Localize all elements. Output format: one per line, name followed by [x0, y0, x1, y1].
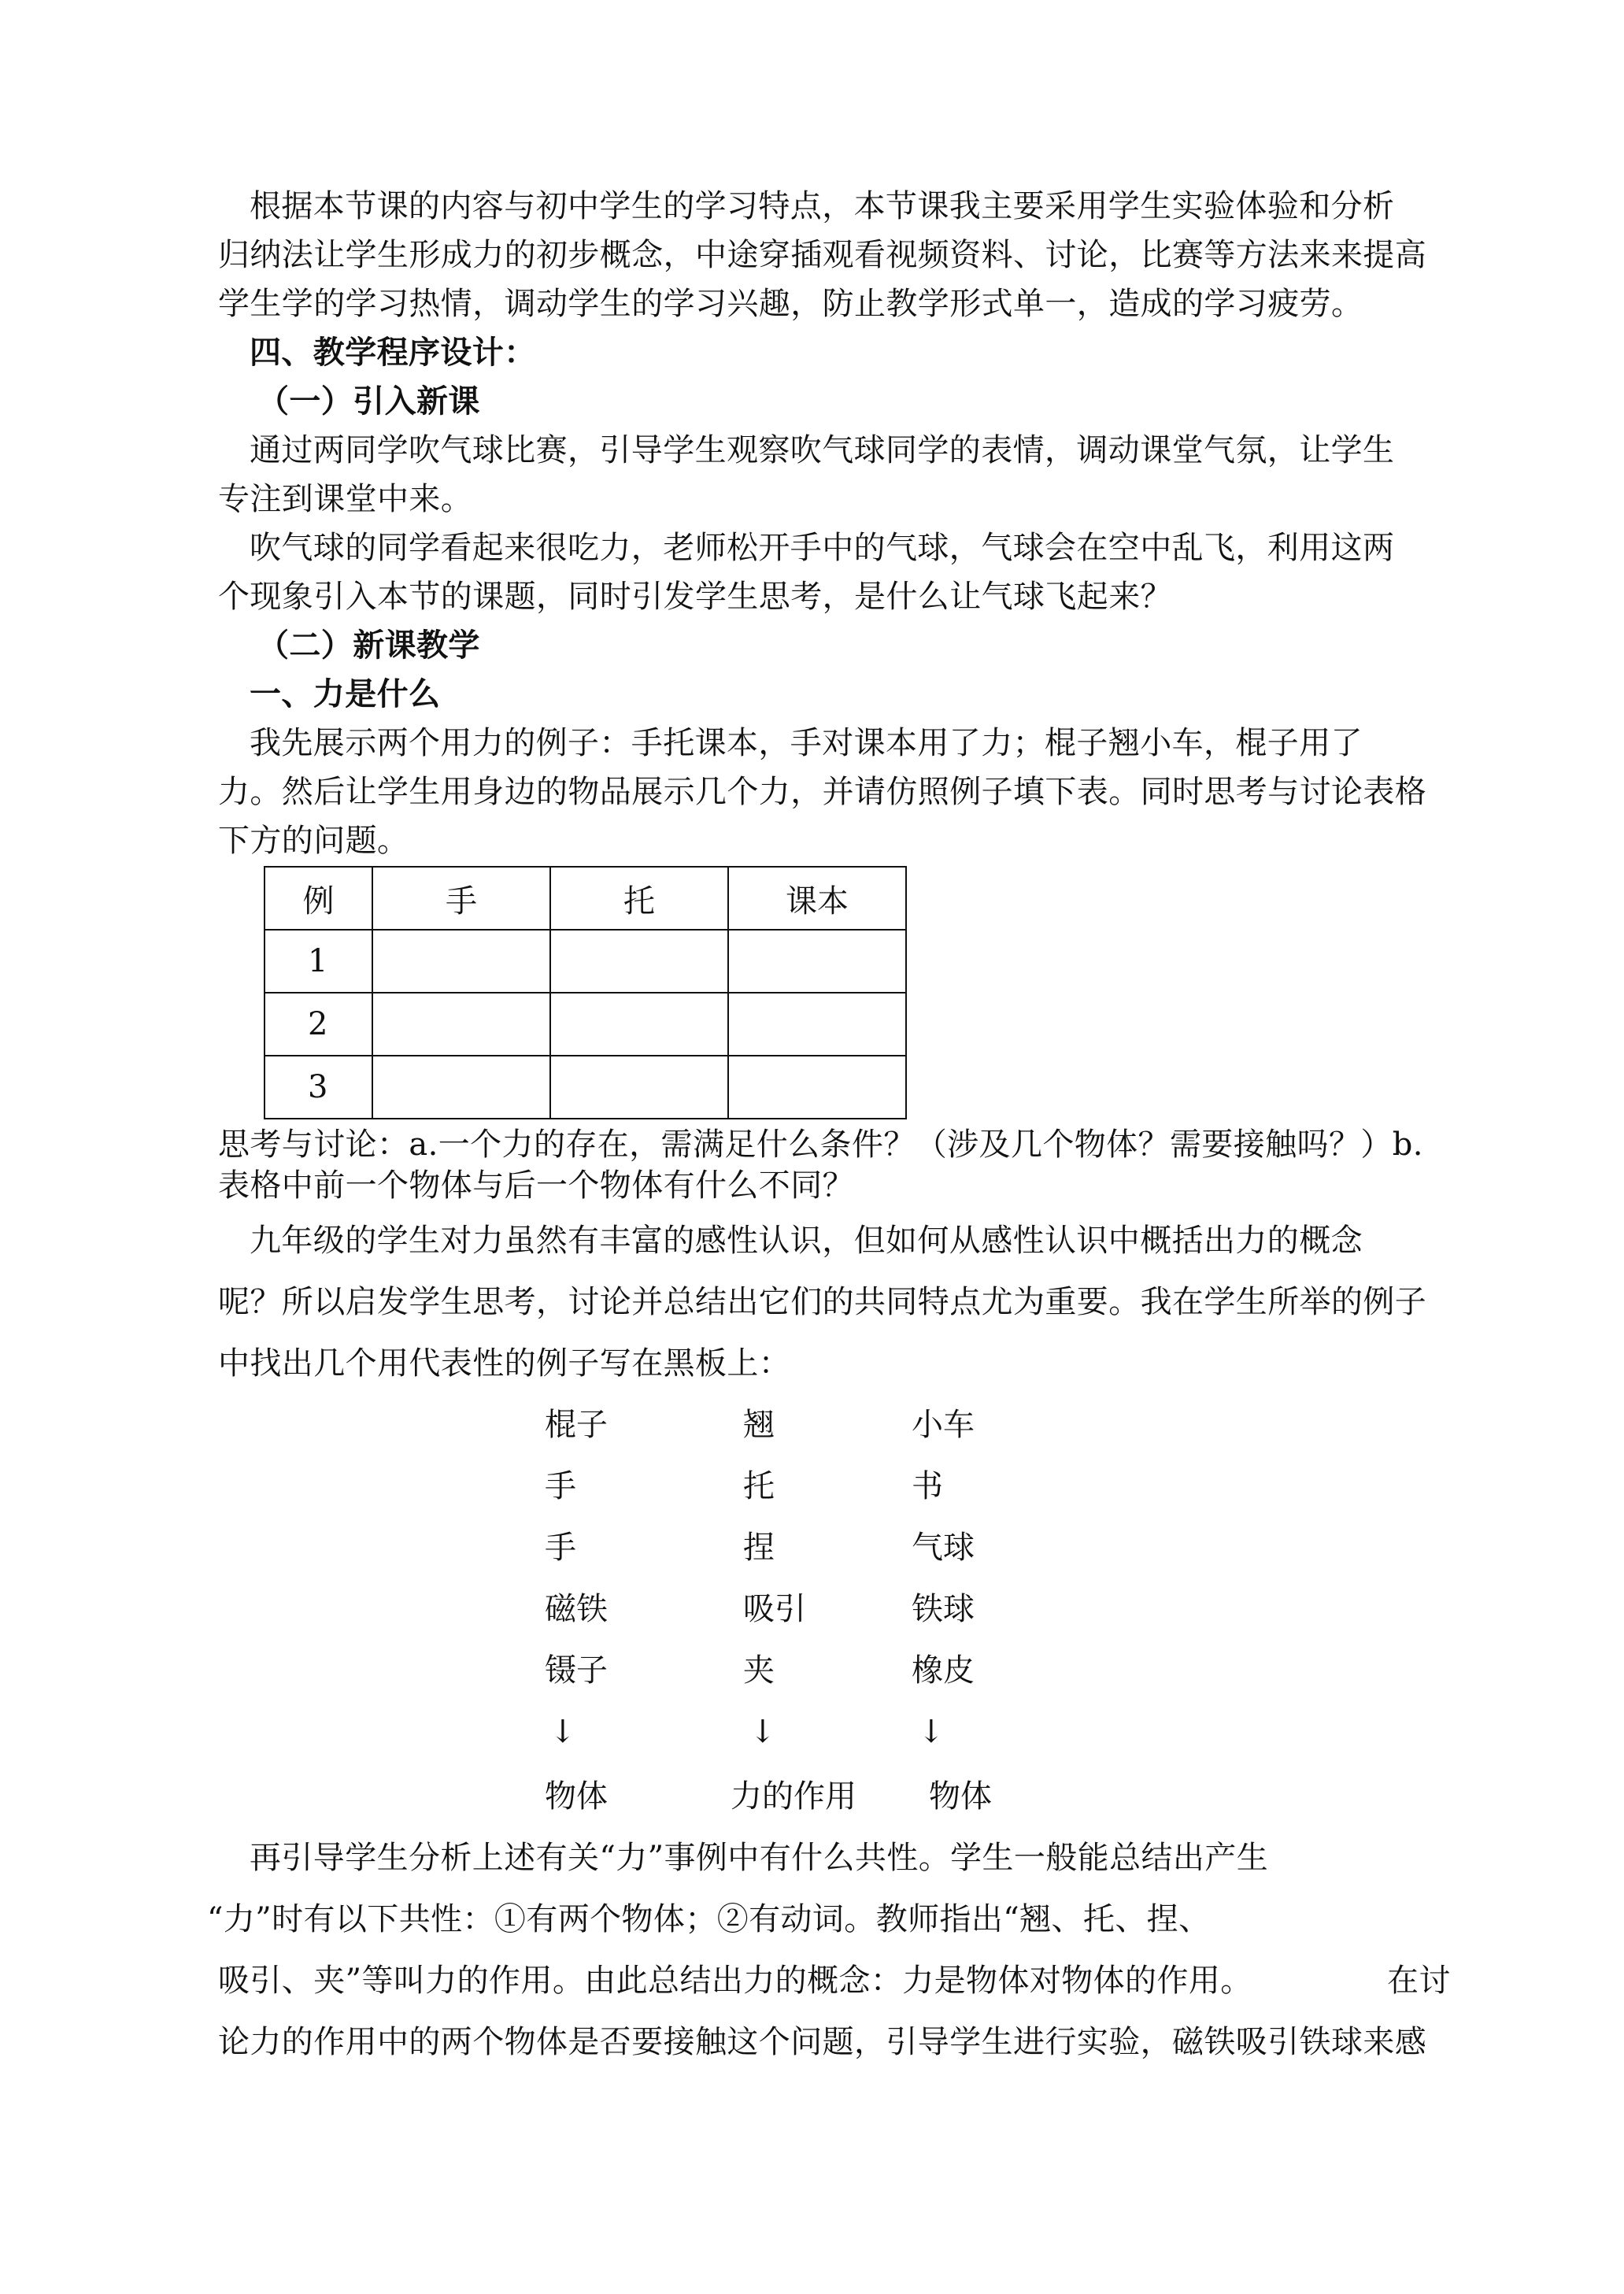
table-cell [728, 993, 906, 1056]
table-cell [728, 930, 906, 993]
blackboard-verb: 捏 [743, 1530, 775, 1566]
blackboard-verb: 托 [743, 1468, 775, 1504]
down-arrow-icon: ↓ [918, 1714, 945, 1750]
blackboard-subject: 镊子 [545, 1652, 608, 1689]
table-cell [550, 930, 728, 993]
blackboard-object: 气球 [912, 1530, 975, 1566]
table-cell: 2 [265, 993, 372, 1056]
blackboard-object: 橡皮 [912, 1652, 975, 1689]
paragraph-line: 根据本节课的内容与初中学生的学习特点，本节课我主要采用学生实验体验和分析 [250, 188, 1395, 224]
paragraph-line: 论力的作用中的两个物体是否要接触这个问题，引导学生进行实验，磁铁吸引铁球来感 [218, 2024, 1427, 2060]
blackboard-summary: 物体 [929, 1778, 992, 1815]
table-row [265, 930, 906, 993]
paragraph-line: 学生学的学习热情，调动学生的学习兴趣，防止教学形式单一，造成的学习疲劳。 [218, 286, 1363, 322]
down-arrow-icon: ↓ [749, 1714, 776, 1750]
table-cell [728, 1056, 906, 1119]
table-row [265, 993, 906, 1056]
table-cell [550, 1056, 728, 1119]
paragraph-line: 在讨 [1387, 1963, 1451, 1999]
paragraph-line: 中找出几个用代表性的例子写在黑板上： [218, 1345, 791, 1382]
table-row [265, 1056, 906, 1119]
paragraph-line: 个现象引入本节的课题，同时引发学生思考，是什么让气球飞起来？ [218, 579, 1172, 615]
table-header-cell: 例 [265, 867, 372, 930]
topic-heading: 一、力是什么 [250, 675, 441, 712]
paragraph-line: 再引导学生分析上述有关“力”事例中有什么共性。学生一般能总结出产生 [250, 1840, 1269, 1876]
paragraph-line: 下方的问题。 [218, 823, 409, 859]
paragraph-line: 表格中前一个物体与后一个物体有什么不同？ [218, 1167, 854, 1204]
subsection-heading: （一）引入新课 [257, 383, 480, 420]
paragraph-line: 力。然后让学生用身边的物品展示几个力，并请仿照例子填下表。同时思考与讨论表格 [218, 774, 1427, 810]
section-heading: 四、教学程序设计： [250, 334, 536, 371]
subsection-heading: （二）新课教学 [257, 627, 480, 664]
paragraph-line: 思考与讨论：a.一个力的存在，需满足什么条件？（涉及几个物体？需要接触吗？）b. [218, 1127, 1423, 1163]
blackboard-verb: 夹 [743, 1652, 775, 1689]
paragraph-line: 九年级的学生对力虽然有丰富的感性认识，但如何从感性认识中概括出力的概念 [250, 1223, 1363, 1259]
blackboard-subject: 棍子 [545, 1407, 608, 1443]
paragraph-line: 吹气球的同学看起来很吃力，老师松开手中的气球，气球会在空中乱飞，利用这两 [250, 530, 1395, 566]
table-cell [372, 993, 550, 1056]
blackboard-summary: 力的作用 [731, 1778, 856, 1815]
blackboard-object: 小车 [912, 1407, 975, 1443]
blackboard-summary: 物体 [545, 1778, 608, 1815]
blackboard-object: 书 [912, 1468, 943, 1504]
paragraph-line: “力”时有以下共性：①有两个物体；②有动词。教师指出“翘、托、捏、 [207, 1901, 1211, 1937]
table-header-cell: 课本 [728, 867, 906, 930]
table-cell [372, 1056, 550, 1119]
blackboard-subject: 手 [545, 1530, 576, 1566]
paragraph-line: 吸引、夹”等叫力的作用。由此总结出力的概念：力是物体对物体的作用。 [218, 1963, 1252, 1999]
table-cell [550, 993, 728, 1056]
paragraph-line: 专注到课堂中来。 [218, 481, 473, 517]
table-cell: 1 [265, 930, 372, 993]
table-cell: 3 [265, 1056, 372, 1119]
blackboard-verb: 吸引 [743, 1591, 806, 1627]
blackboard-subject: 手 [545, 1468, 576, 1504]
example-table [264, 866, 907, 1119]
paragraph-line: 归纳法让学生形成力的初步概念，中途穿插观看视频资料、讨论，比赛等方法来来提高 [218, 237, 1427, 273]
paragraph-line: 呢？所以启发学生思考，讨论并总结出它们的共同特点尤为重要。我在学生所举的例子 [218, 1284, 1427, 1320]
down-arrow-icon: ↓ [549, 1714, 576, 1750]
table-header-cell: 手 [372, 867, 550, 930]
paragraph-line: 通过两同学吹气球比赛，引导学生观察吹气球同学的表情，调动课堂气氛，让学生 [250, 432, 1395, 468]
blackboard-subject: 磁铁 [545, 1591, 608, 1627]
table-cell [372, 930, 550, 993]
blackboard-verb: 翘 [743, 1407, 775, 1443]
paragraph-line: 我先展示两个用力的例子：手托课本，手对课本用了力；棍子翘小车，棍子用了 [250, 725, 1363, 761]
blackboard-object: 铁球 [912, 1591, 975, 1627]
table-header-cell: 托 [550, 867, 728, 930]
table-header-row [265, 867, 906, 930]
